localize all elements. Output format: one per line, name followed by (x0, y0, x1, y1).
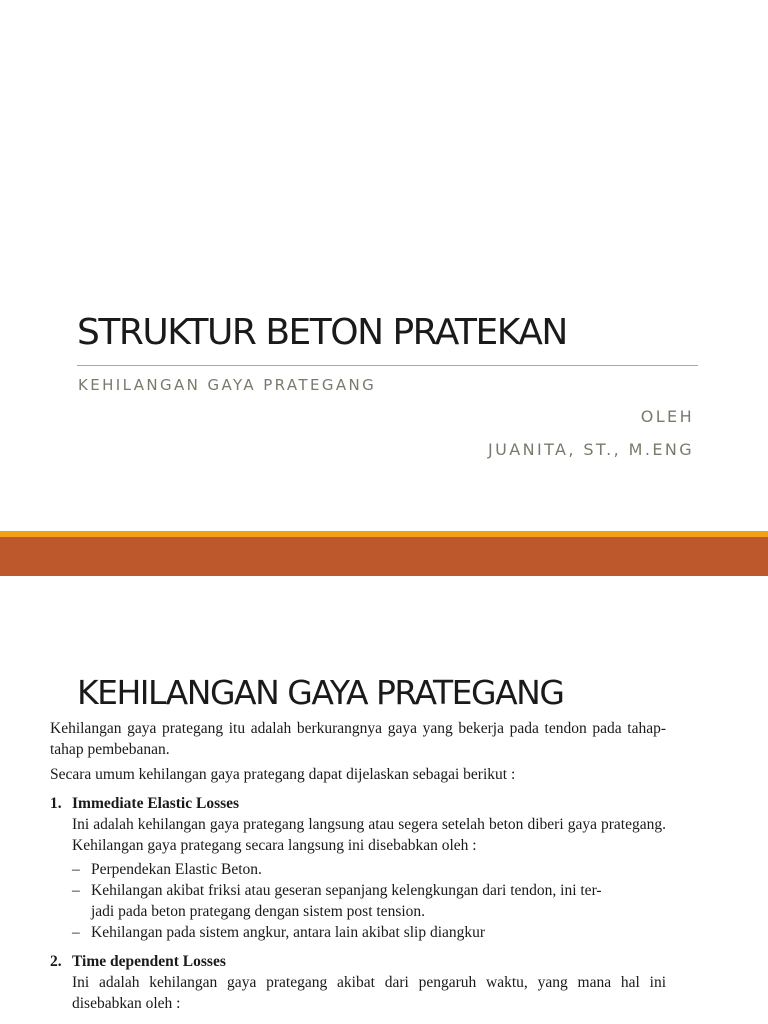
list-item-text: Perpendekan Elastic Beton. (91, 861, 262, 878)
bullet-dash: – (72, 924, 80, 941)
document-excerpt (50, 718, 666, 1014)
list-item (72, 859, 666, 880)
slide-subtitle: KEHILANGAN GAYA PRATEGANG (78, 376, 377, 394)
footer-band (0, 537, 768, 576)
section-heading-2 (50, 951, 666, 972)
title-divider (77, 365, 698, 366)
list-item (72, 922, 666, 943)
author-name: JUANITA, ST., M.ENG (488, 440, 694, 459)
content-slide-title: KEHILANGAN GAYA PRATEGANG (77, 673, 564, 712)
list-item-line: jadi pada beton prategang dengan sistem post tension. (91, 903, 426, 920)
section-heading-1 (50, 793, 666, 814)
list-item-text (91, 880, 602, 922)
bullet-dash: – (72, 882, 80, 899)
list-item-line: Kehilangan akibat friksi atau geseran sepanjang kelengkungan dari tendon, ini ter- (91, 882, 602, 899)
section-heading-text: Immediate Elastic Losses (72, 795, 240, 812)
section-body-1: Ini adalah kehilangan gaya prategang langsung atau segera setelah beton diberi gaya prategang. Kehilangan gaya prategang secara langsung ini disebabkan oleh : (72, 816, 666, 854)
list-item (72, 880, 666, 922)
author-label: OLEH (640, 407, 694, 426)
section-number: 2. (50, 953, 62, 970)
section-body-2: Ini adalah kehilangan gaya prategang akibat dari pengaruh waktu, yang mana hal ini disebabkan oleh : (72, 974, 666, 1012)
section-number: 1. (50, 795, 62, 812)
section-heading-text: Time dependent Losses (72, 953, 226, 970)
intro-paragraph: Kehilangan gaya prategang itu adalah berkurangnya gaya yang bekerja pada tendon pada tahap-tahap pembebanan. (50, 720, 666, 758)
loss-cause-list (72, 859, 666, 943)
list-item-text: Kehilangan pada sistem angkur, antara lain akibat slip diangkur (91, 924, 486, 941)
slide-title: STRUKTUR BETON PRATEKAN (77, 312, 567, 353)
bullet-dash: – (72, 861, 80, 878)
lead-paragraph: Secara umum kehilangan gaya prategang dapat dijelaskan sebagai berikut : (50, 766, 516, 783)
content-slide (0, 576, 768, 1024)
